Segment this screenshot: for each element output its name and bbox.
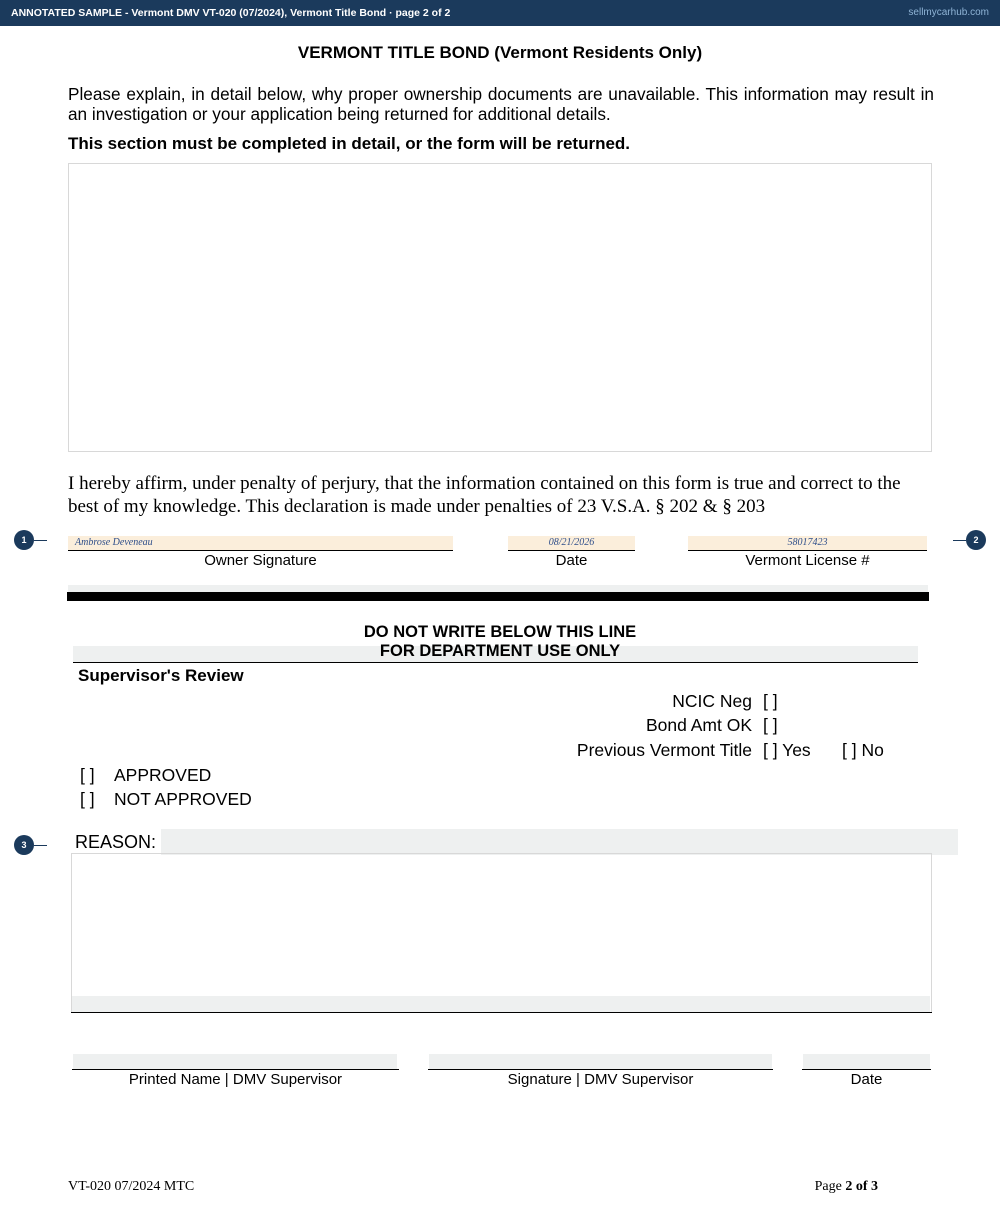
bond-amount-ok-checkbox[interactable]: [ ]	[763, 715, 778, 735]
supervisor-signature-field[interactable]	[429, 1054, 772, 1069]
printed-name-rule	[72, 1069, 399, 1070]
reason-bottom-rule	[71, 1012, 932, 1013]
annotation-marker-2: 2	[966, 530, 986, 550]
sample-banner	[0, 0, 1000, 26]
form-title: VERMONT TITLE BOND (Vermont Residents Only)	[297, 43, 703, 62]
supervisor-review-heading: Supervisor's Review	[78, 666, 244, 685]
affirmation-text: I hereby affirm, under penalty of perjury, that the information contained on this form is true and correct to the best of my knowledge. This declaration is made under penalties of 23 V.S.A. § 202 & § 203	[68, 473, 901, 517]
banner-title: ANNOTATED SAMPLE - Vermont DMV VT-020 (07/2024), Vermont Title Bond · page 2 of 2	[11, 7, 451, 19]
vermont-license-label: Vermont License #	[745, 552, 870, 569]
explanation-textarea[interactable]	[68, 163, 932, 452]
department-divider-line	[67, 592, 929, 601]
previous-title-yes-checkbox[interactable]: [ ] Yes	[763, 740, 811, 760]
form-code-footer: VT-020 07/2024 MTC	[68, 1179, 195, 1194]
owner-signature-label: Owner Signature	[204, 552, 317, 569]
previous-title-no-checkbox[interactable]: [ ] No	[842, 740, 884, 760]
reason-textarea[interactable]	[71, 853, 932, 1012]
vermont-license-value: 58017423	[787, 537, 828, 548]
supervisor-signature-label: Signature | DMV Supervisor	[507, 1071, 694, 1088]
owner-date-field[interactable]	[508, 536, 635, 551]
bond-amount-ok-label: Bond Amt OK	[645, 715, 752, 735]
annotation-marker-1: 1	[14, 530, 34, 550]
department-use-notice	[0, 623, 1000, 661]
supervisor-printed-name-label: Printed Name | DMV Supervisor	[128, 1071, 343, 1088]
page-suffix: of 3	[852, 1179, 878, 1194]
department-notice-line-2: FOR DEPARTMENT USE ONLY	[379, 642, 621, 660]
instructions-text: Please explain, in detail below, why proper ownership documents are unavailable. This information may result in an investigation or your application being returned for additional details.	[68, 84, 934, 124]
approved-checkbox[interactable]: [ ]	[80, 765, 95, 785]
not-approved-checkbox[interactable]: [ ]	[80, 789, 95, 809]
supervisor-signature-rule	[428, 1069, 773, 1070]
department-header-rule	[73, 662, 918, 663]
owner-signature-value: Ambrose Deveneau	[75, 537, 153, 548]
marker-3-leader	[34, 845, 47, 846]
owner-signature-field[interactable]	[68, 536, 453, 551]
vermont-license-field[interactable]	[688, 536, 927, 551]
page-prefix: Page	[814, 1179, 846, 1194]
approved-label: APPROVED	[114, 765, 212, 785]
department-notice-line-1: DO NOT WRITE BELOW THIS LINE	[363, 623, 637, 641]
supervisor-date-field[interactable]	[803, 1054, 930, 1069]
previous-vermont-title-label: Previous Vermont Title	[576, 740, 752, 760]
not-approved-label: NOT APPROVED	[114, 789, 252, 809]
completion-warning: This section must be completed in detail, or the form will be returned.	[68, 134, 631, 153]
page-current: 2	[845, 1179, 853, 1194]
reason-last-line-field[interactable]	[72, 996, 930, 1012]
reason-label: REASON:	[75, 832, 157, 852]
reason-input[interactable]	[161, 829, 958, 855]
owner-date-value: 08/21/2026	[548, 537, 595, 548]
marker-2-leader	[953, 540, 966, 541]
supervisor-date-label: Date	[850, 1071, 883, 1088]
page-number	[815, 1179, 878, 1195]
banner-site-link[interactable]: sellmycarhub.com	[908, 7, 989, 18]
supervisor-printed-name-field[interactable]	[73, 1054, 397, 1069]
ncic-neg-checkbox[interactable]: [ ]	[763, 691, 778, 711]
owner-date-label: Date	[555, 552, 588, 569]
supervisor-date-rule	[802, 1069, 931, 1070]
marker-1-leader	[34, 540, 47, 541]
divider-shade	[68, 585, 928, 592]
ncic-neg-label: NCIC Neg	[672, 691, 752, 711]
annotation-marker-3: 3	[14, 835, 34, 855]
